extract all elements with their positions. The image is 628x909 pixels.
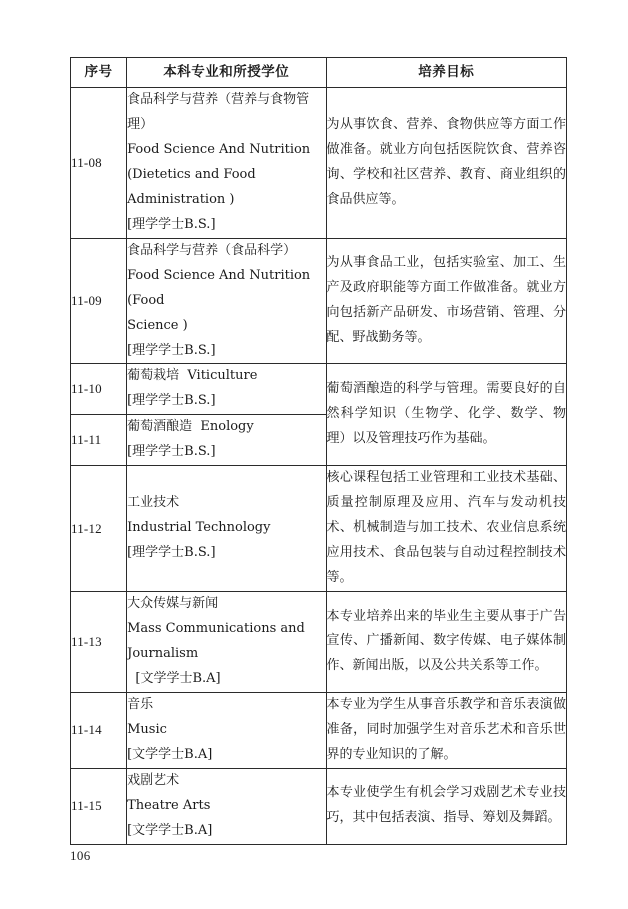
goal-text: 核心课程包括工业管理和工业技术基础、质量控制原理及应用、汽车与发动机技术、机械制造与加工技术、农业信息系统应用技术、食品包装与自动过程控制技术等。 [326, 470, 566, 586]
cell-goal [326, 88, 567, 239]
table-row [71, 592, 567, 693]
major-line: Music [127, 721, 167, 737]
major-line: [理学学士B.S.] [127, 444, 216, 460]
major-line: Food Science And Nutrition [127, 141, 311, 157]
goal-text: 为从事食品工业，包括实验室、加工、生产及政府职能等方面工作做准备。就业方向包括新产品研发、市场营销、管理、分配、野战勤务等。 [326, 255, 566, 346]
cell-major [127, 466, 326, 592]
major-line: [理学学士B.S.] [127, 342, 216, 358]
major-line: Administration ) [127, 191, 235, 207]
table-row [71, 238, 567, 364]
majors-table-container [70, 57, 567, 845]
table-row [71, 88, 567, 239]
table-row [71, 692, 567, 768]
table-row [71, 768, 567, 844]
cell-goal-merged [326, 364, 567, 466]
cell-major [127, 592, 326, 693]
cell-major [127, 415, 326, 466]
cell-goal [326, 692, 567, 768]
cell-code: 11-12 [71, 466, 127, 592]
major-line: Mass Communications and [127, 621, 305, 637]
cell-code: 11-14 [71, 692, 127, 768]
column-header-code: 序号 [71, 58, 127, 88]
major-line: [理学学士B.S.] [127, 216, 216, 232]
table-header-row [71, 58, 567, 88]
table-body [71, 88, 567, 845]
major-line: (Dietetics and Food [127, 166, 256, 182]
cell-major [127, 88, 326, 239]
table-row [71, 364, 567, 415]
cell-code: 11-11 [71, 415, 127, 466]
page-number: 106 [70, 848, 91, 863]
cell-code: 11-09 [71, 238, 127, 364]
cell-code: 11-08 [71, 88, 127, 239]
major-line: 工业技术 [127, 495, 180, 511]
major-line: [理学学士B.S.] [127, 393, 216, 409]
major-line: Industrial Technology [127, 520, 271, 536]
major-line: 戏剧艺术 [127, 772, 180, 788]
table-head [71, 58, 567, 88]
goal-text: 葡萄酒酿造的科学与管理。需要良好的自然科学知识（生物学、化学、数学、物理）以及管理技巧作为基础。 [326, 381, 566, 447]
cell-goal [326, 466, 567, 592]
majors-table [70, 57, 567, 845]
column-header-major: 本科专业和所授学位 [127, 58, 326, 88]
major-line: [理学学士B.S.] [127, 545, 216, 561]
major-line: 音乐 [127, 696, 154, 712]
major-line: [文学学士B.A] [127, 746, 213, 762]
major-line: Theatre Arts [127, 797, 211, 813]
column-header-goal: 培养目标 [326, 58, 567, 88]
cell-major [127, 692, 326, 768]
goal-text: 本专业为学生从事音乐教学和音乐表演做准备，同时加强学生对音乐艺术和音乐世界的专业知识的了解。 [326, 696, 566, 762]
goal-text: 本专业培养出来的毕业生主要从事于广告宣传、广播新闻、数字传媒、电子媒体制作、新闻出版，以及公共关系等工作。 [326, 608, 566, 674]
cell-code: 11-10 [71, 364, 127, 415]
cell-major [127, 768, 326, 844]
cell-goal [326, 592, 567, 693]
cell-code: 11-15 [71, 768, 127, 844]
major-line: [文学学士B.A] [127, 670, 221, 686]
major-line: Journalism [127, 645, 199, 661]
major-line: [文学学士B.A] [127, 822, 213, 838]
cell-goal [326, 768, 567, 844]
major-line: Science ) [127, 317, 188, 333]
goal-text: 本专业使学生有机会学习戏剧艺术专业技巧，其中包括表演、指导、筹划及舞蹈。 [326, 785, 566, 826]
major-line: 食品科学与营养（营养与食物管理） [127, 92, 310, 132]
major-line: 葡萄酒酿造 Enology [127, 419, 254, 435]
major-line: Food Science And Nutrition (Food [127, 267, 323, 308]
major-line: 葡萄栽培 Viticulture [127, 368, 258, 384]
major-line: 大众传媒与新闻 [127, 596, 219, 612]
cell-major [127, 238, 326, 364]
goal-text: 为从事饮食、营养、食物供应等方面工作做准备。就业方向包括医院饮食、营养咨询、学校和社区营养、教育、商业组织的食品供应等。 [326, 116, 566, 207]
cell-goal [326, 238, 567, 364]
table-row [71, 466, 567, 592]
major-line: 食品科学与营养（食品科学） [127, 242, 297, 258]
cell-code: 11-13 [71, 592, 127, 693]
cell-major [127, 364, 326, 415]
